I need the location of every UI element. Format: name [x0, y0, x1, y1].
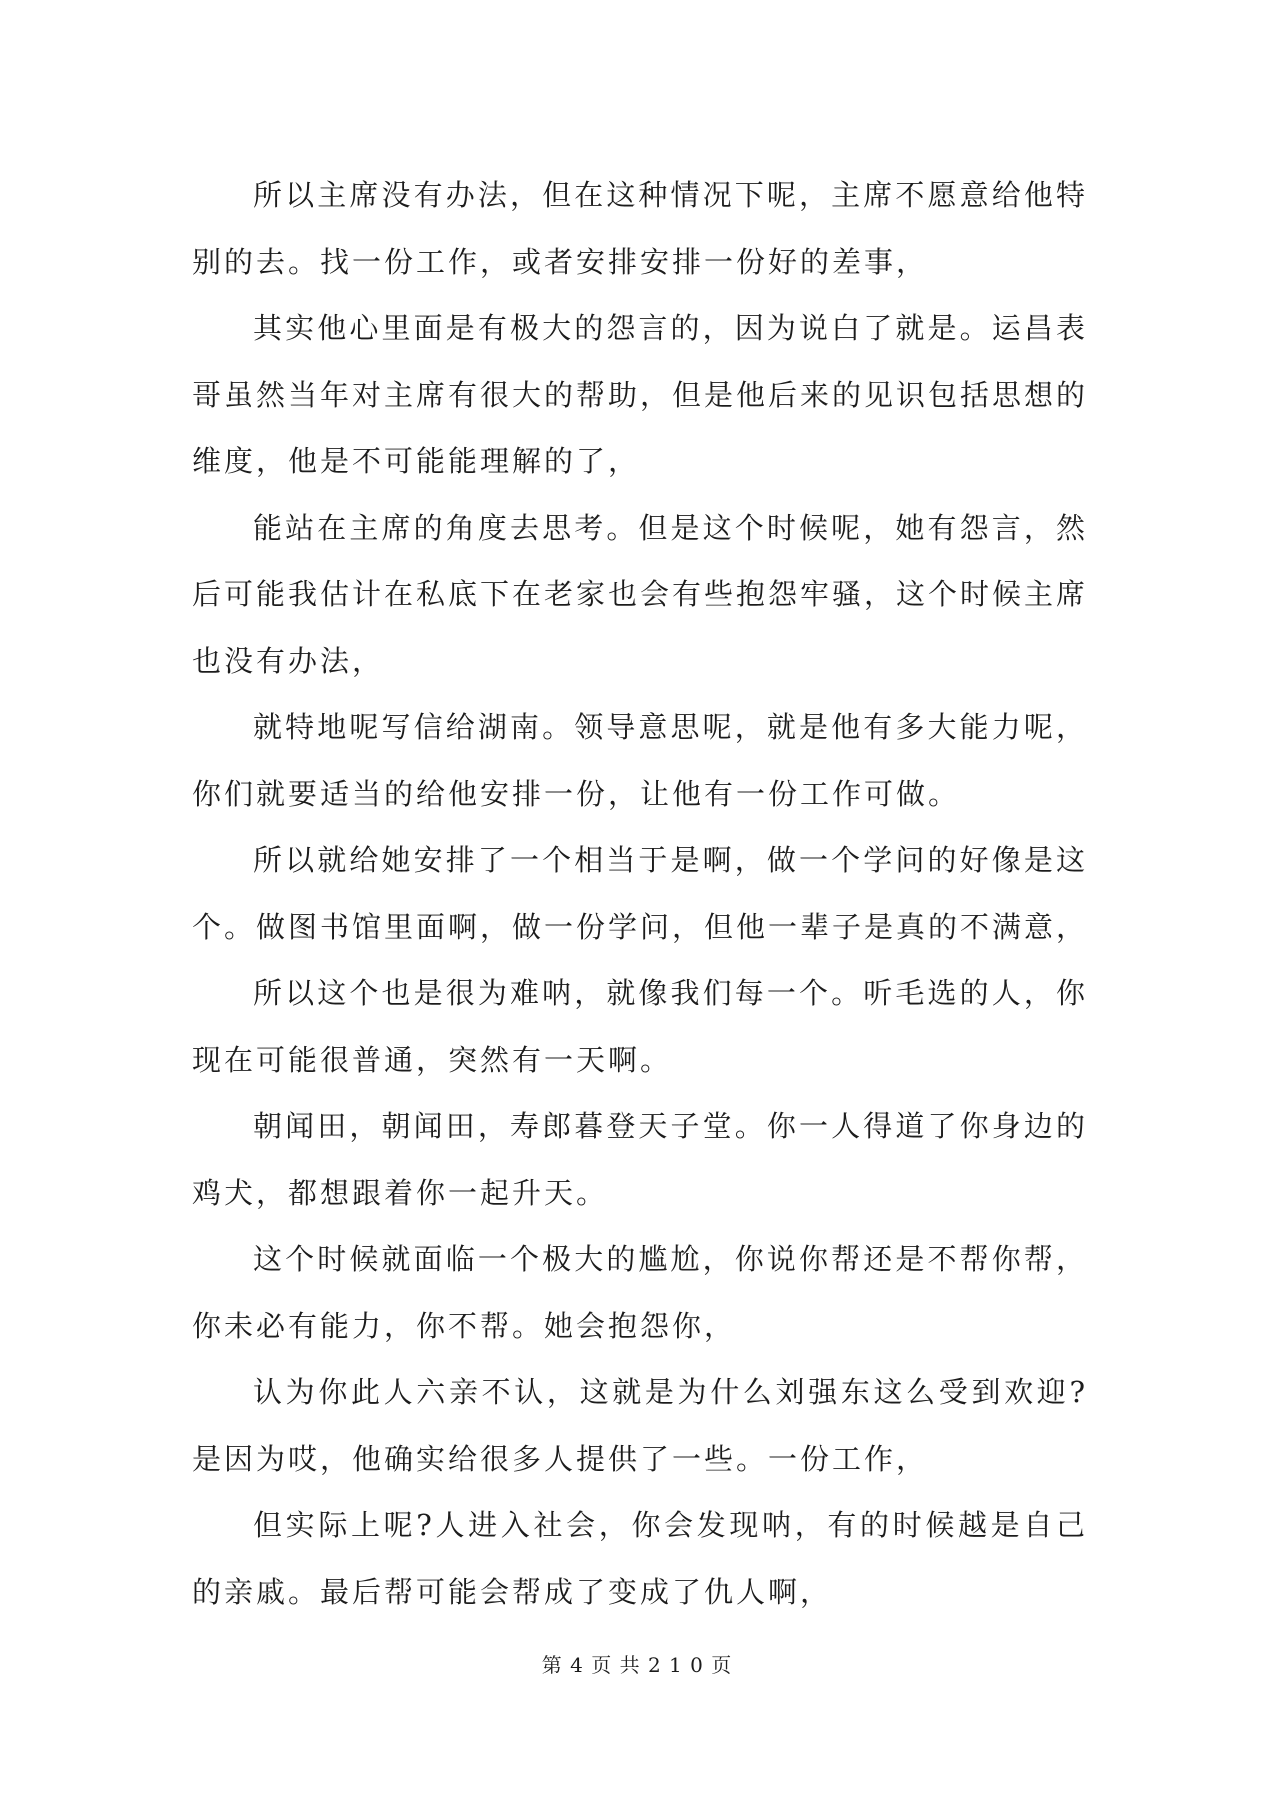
paragraph: 认为你此人六亲不认，这就是为什么刘强东这么受到欢迎?是因为哎，他确实给很多人提供了一些。一份工作， — [192, 1375, 1088, 1476]
document-body — [192, 162, 1088, 1625]
paragraph: 所以这个也是很为难呐，就像我们每一个。听毛选的人，你现在可能很普通，突然有一天啊。 — [192, 976, 1088, 1077]
paragraph: 能站在主席的角度去思考。但是这个时候呢，她有怨言，然后可能我估计在私底下在老家也会有些抱怨牢骚，这个时候主席也没有办法， — [192, 510, 1089, 678]
paragraph: 但实际上呢?人进入社会，你会发现呐，有的时候越是自己的亲戚。最后帮可能会帮成了变成了仇人啊， — [192, 1508, 1088, 1609]
page-number-footer: 第 4 页 共 2 1 0 页 — [541, 1653, 733, 1677]
paragraph: 所以主席没有办法，但在这种情况下呢，主席不愿意给他特别的去。找一份工作，或者安排安排一份好的差事， — [192, 178, 1088, 279]
paragraph: 就特地呢写信给湖南。领导意思呢，就是他有多大能力呢，你们就要适当的给他安排一份，让他有一份工作可做。 — [192, 710, 1088, 811]
paragraph: 这个时候就面临一个极大的尴尬，你说你帮还是不帮你帮，你未必有能力，你不帮。她会抱怨你， — [192, 1242, 1088, 1343]
paragraph: 其实他心里面是有极大的怨言的，因为说白了就是。运昌表哥虽然当年对主席有很大的帮助，但是他后来的见识包括思想的维度，他是不可能能理解的了， — [192, 311, 1089, 478]
paragraph: 所以就给她安排了一个相当于是啊，做一个学问的好像是这个。做图书馆里面啊，做一份学问，但他一辈子是真的不满意， — [192, 843, 1089, 944]
paragraph: 朝闻田，朝闻田，寿郎暮登天子堂。你一人得道了你身边的鸡犬，都想跟着你一起升天。 — [192, 1109, 1088, 1210]
